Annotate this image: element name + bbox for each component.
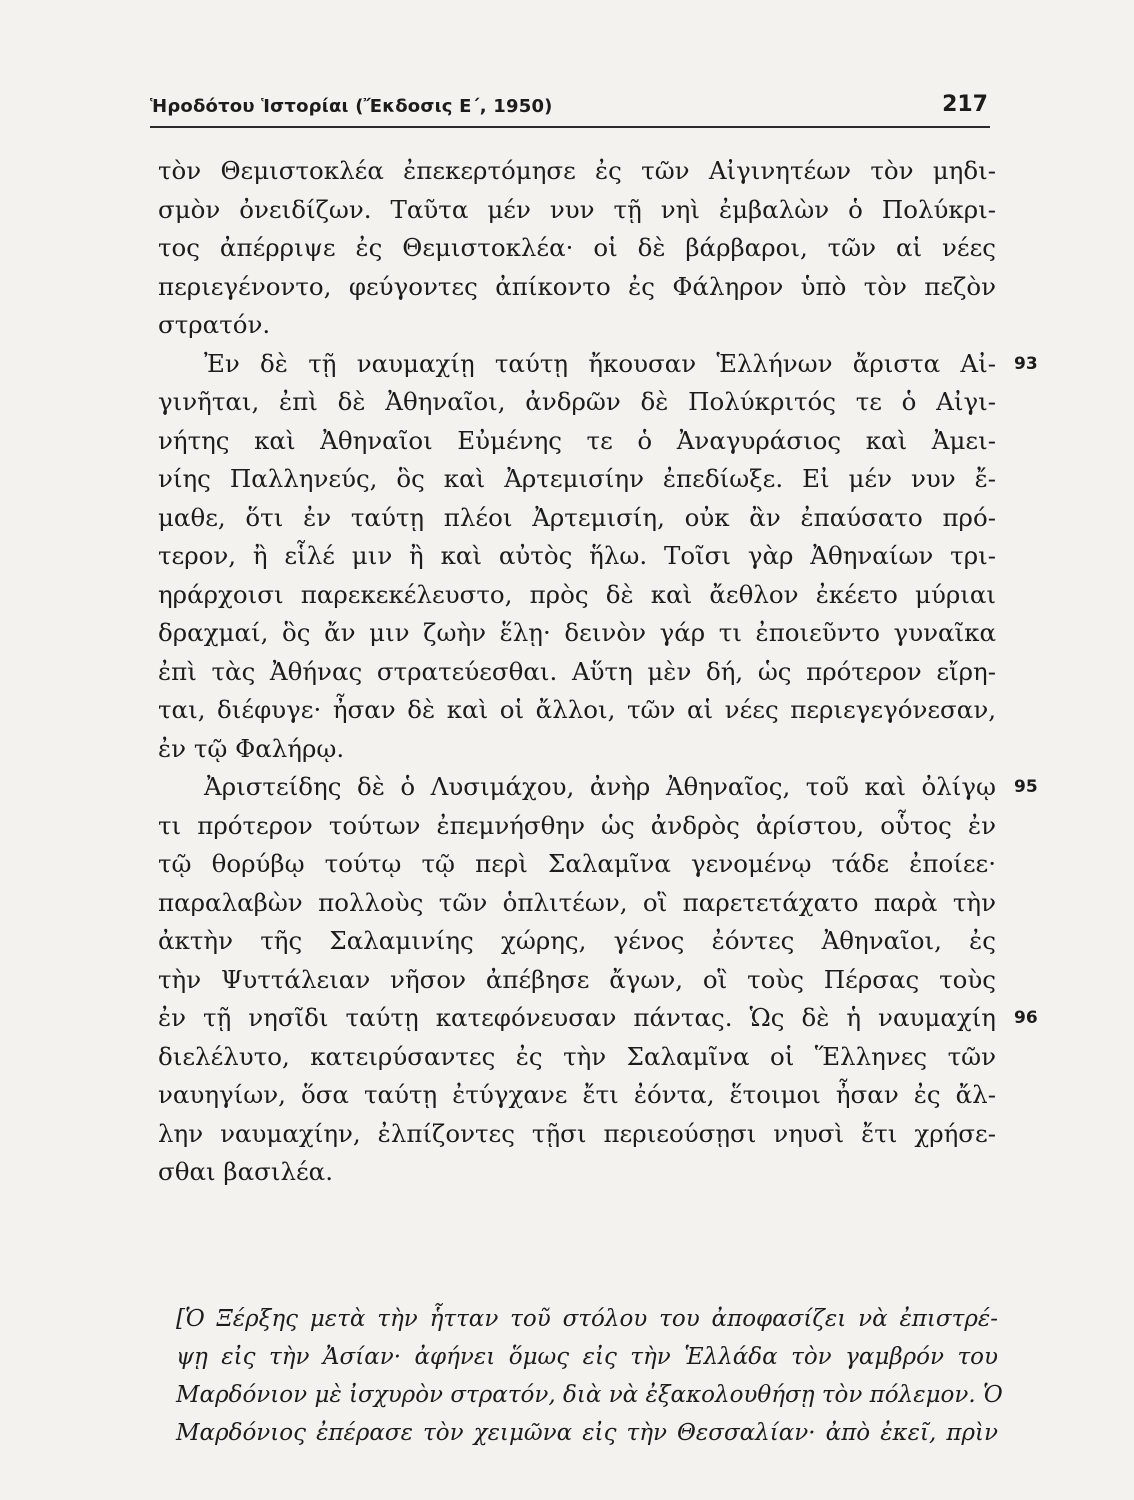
- text-line: τὸν Θεμιστοκλέα ἐπεκερτόμησε ἐς τῶν Αἰγινητέων τὸν μηδι-: [158, 156, 996, 185]
- text-line: νίης Παλληνεύς, ὃς καὶ Ἀρτεμισίην ἐπεδίωξε. Εἰ μέν νυν ἔ-: [158, 464, 996, 493]
- page-header: [150, 92, 990, 128]
- text-line: ἐπὶ τὰς Ἀθήνας στρατεύεσθαι. Αὕτη μὲν δή, ὡς πρότερον εἴρη-: [158, 656, 996, 686]
- summary-line: [Ὁ Ξέρξης μετὰ τὴν ἧτταν τοῦ στόλου του ἀποφασίζει νὰ ἐπιστρέ-: [176, 1306, 998, 1332]
- text-line: γινῆται, ἐπὶ δὲ Ἀθηναῖοι, ἀνδρῶν δὲ Πολύκριτός τε ὁ Αἰγι-: [158, 387, 996, 416]
- chapter-number: 96: [1014, 1008, 1038, 1028]
- text-line: ται, διέφυγε· ἦσαν δὲ καὶ οἱ ἄλλοι, τῶν αἱ νέες περιεγεγόνεσαν,: [158, 695, 996, 724]
- text-line: τι πρότερον τούτων ἐπεμνήσθην ὡς ἀνδρὸς ἀρίστου, οὗτος ἐν: [158, 810, 996, 840]
- text-line: Ἐν δὲ τῇ ναυμαχίῃ ταύτῃ ἤκουσαν Ἑλλήνων ἄριστα Αἰ- 93: [158, 345, 996, 384]
- text-line: διελέλυτο, κατειρύσαντες ἐς τὴν Σαλαμῖνα οἱ Ἕλληνες τῶν: [158, 1041, 996, 1071]
- text-line: παραλαβὼν πολλοὺς τῶν ὁπλιτέων, οἳ παρετετάχατο παρὰ τὴν: [158, 887, 996, 917]
- text-line: στρατόν.: [158, 310, 271, 339]
- text-line: τῷ θορύβῳ τούτῳ τῷ περὶ Σαλαμῖνα γενομένῳ τάδε ἐποίεε·: [158, 849, 996, 878]
- summary-line: Μαρδόνιος ἐπέρασε τὸν χειμῶνα εἰς τὴν Θεσσαλίαν· ἀπὸ ἐκεῖ, πρὶν: [176, 1420, 998, 1446]
- body-text: [158, 152, 1038, 1192]
- text-line: ναυηγίων, ὅσα ταύτῃ ἐτύγχανε ἔτι ἐόντα, ἕτοιμοι ἦσαν ἐς ἄλ-: [158, 1080, 996, 1109]
- chapter-number: 95: [1014, 777, 1038, 797]
- text-line: τος ἀπέρριψε ἐς Θεμιστοκλέα· οἱ δὲ βάρβαροι, τῶν αἱ νέες: [158, 233, 996, 262]
- text-line: μαθε, ὅτι ἐν ταύτῃ πλέοι Ἀρτεμισίη, οὐκ ἂν ἐπαύσατο πρό-: [158, 502, 996, 532]
- text-line: ἐν τῷ Φαλήρῳ.: [158, 733, 345, 763]
- text-line: ηράρχοισι παρεκεκέλευστο, πρὸς δὲ καὶ ἄεθλον ἐκέετο μύριαι: [158, 579, 996, 609]
- text-line: νήτης καὶ Ἀθηναῖοι Εὐμένης τε ὁ Ἀναγυράσιος καὶ Ἀμει-: [158, 425, 996, 455]
- summary-line: ψῃ εἰς τὴν Ἀσίαν· ἀφήνει ὅμως εἰς τὴν Ἑλλάδα τὸν γαμβρόν του: [176, 1344, 998, 1370]
- chapter-number: 93: [1014, 353, 1038, 374]
- text-line: ἀκτὴν τῆς Σαλαμινίης χώρης, γένος ἐόντες Ἀθηναῖοι, ἐς: [158, 926, 996, 955]
- text-line: ἐν τῇ νησῖδι ταύτῃ κατεφόνευσαν πάντας. Ὡς δὲ ἡ ναυμαχίη 96: [158, 999, 996, 1038]
- text-line: λην ναυμαχίην, ἐλπίζοντες τῇσι περιεούσῃσι νηυσὶ ἔτι χρήσε-: [158, 1118, 996, 1148]
- running-title: Ἡροδότου Ἱστορίαι (Ἔκδοσις Ε΄, 1950): [150, 96, 553, 117]
- text-line: περιεγένοντο, φεύγοντες ἀπίκοντο ἐς Φάληρον ὑπὸ τὸν πεζὸν: [158, 271, 996, 301]
- page-number: 217: [942, 92, 988, 117]
- text-line: τὴν Ψυττάλειαν νῆσον ἀπέβησε ἄγων, οἳ τοὺς Πέρσας τοὺς: [158, 964, 996, 994]
- summary-line: Μαρδόνιον μὲ ἰσχυρὸν στρατόν, διὰ νὰ ἐξακολουθήσῃ τὸν πόλεμον. Ὁ: [176, 1382, 1003, 1408]
- text-line: σμὸν ὀνειδίζων. Ταῦτα μέν νυν τῇ νηὶ ἐμβαλὼν ὁ Πολύκρι-: [158, 194, 996, 224]
- text-line: δραχμαί, ὃς ἄν μιν ζωὴν ἕλῃ· δεινὸν γάρ τι ἐποιεῦντο γυναῖκα: [158, 618, 996, 647]
- text-line: τερον, ἢ εἷλέ μιν ἢ καὶ αὐτὸς ἥλω. Τοῖσι γὰρ Ἀθηναίων τρι-: [158, 541, 996, 570]
- text-line: σθαι βασιλέα.: [158, 1157, 334, 1186]
- text-line: Ἀριστείδης δὲ ὁ Λυσιμάχου, ἀνὴρ Ἀθηναῖος, τοῦ καὶ ὀλίγῳ 95: [158, 768, 996, 807]
- editor-summary: [176, 1300, 1003, 1452]
